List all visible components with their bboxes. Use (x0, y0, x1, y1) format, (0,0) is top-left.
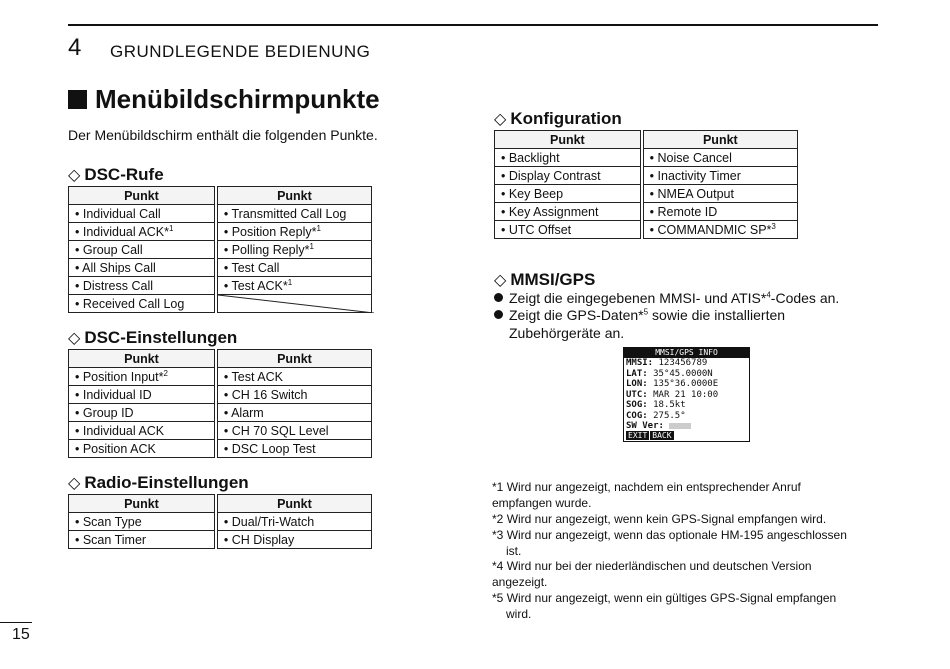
lcd-screen-illustration (623, 347, 750, 442)
column-header: Punkt (495, 131, 641, 149)
table-row (69, 295, 372, 313)
table-cell: • Position Input*$^2$ (69, 368, 215, 386)
column-header: Punkt (217, 187, 371, 205)
table-row (69, 404, 372, 422)
section-heading-dsc-einstellungen (68, 328, 237, 348)
table-row (495, 185, 798, 203)
column-header: Punkt (217, 495, 371, 513)
table-cell: • Key Beep (495, 185, 641, 203)
section-heading-dsc-rufe (68, 165, 164, 185)
table-cell: • UTC Offset (495, 221, 641, 239)
lcd-row: MMSI: 123456789 (626, 358, 708, 368)
table-cell: • Transmitted Call Log (217, 205, 371, 223)
lcd-row: SW Ver: (624, 421, 749, 432)
lcd-title: MMSI/GPS INFO (624, 348, 749, 358)
page-title-text: Menübildschirmpunkte (95, 84, 380, 114)
footnote-mark: 5 (643, 307, 649, 317)
chapter-number: 4 (68, 34, 82, 61)
section-heading-konfiguration (494, 109, 622, 129)
page-number-rule (0, 622, 32, 623)
footnote-mark: 2 (163, 368, 168, 378)
footnote-4-continued: angezeigt. (492, 575, 548, 589)
table-cell: • COMMANDMIC SP*$^3$ (643, 221, 797, 239)
bullet-dot-icon (494, 293, 503, 302)
table-cell: • Inactivity Timer (643, 167, 797, 185)
column-header: Punkt (217, 350, 371, 368)
table-row (69, 386, 372, 404)
table-cell: • CH 70 SQL Level (217, 422, 371, 440)
column-header: Punkt (69, 187, 215, 205)
diamond-icon: ◇ (494, 272, 507, 289)
table-cell: • Test ACK (217, 368, 371, 386)
soft-key-exit: EXIT (628, 431, 648, 440)
table-cell: • All Ships Call (69, 259, 215, 277)
table-cell: • Test Call (217, 259, 371, 277)
table-cell: • Display Contrast (495, 167, 641, 185)
table-cell: • Received Call Log (69, 295, 215, 313)
footnote-mark: 1 (309, 241, 314, 251)
section-heading-text: Konfiguration (510, 109, 622, 128)
table-cell: • CH Display (217, 531, 371, 549)
footnote-3: *3 Wird nur angezeigt, wenn das optionale HM-195 angeschlossen (492, 528, 847, 542)
table-cell: • Individual ACK (69, 422, 215, 440)
table-cell: • Group ID (69, 404, 215, 422)
footnote-mark: 1 (316, 223, 321, 233)
empty-cell (217, 295, 371, 313)
table-row (69, 259, 372, 277)
bullet-gps-data-continued: Zubehörgeräte an. (509, 325, 625, 341)
section-heading-text: DSC-Einstellungen (84, 328, 238, 347)
table-row (69, 513, 372, 531)
table-row (69, 205, 372, 223)
table-cell: • Individual ID (69, 386, 215, 404)
table-cell: • Group Call (69, 241, 215, 259)
table-header-row (495, 131, 798, 149)
table-cell: • NMEA Output (643, 185, 797, 203)
table-cell: • Alarm (217, 404, 371, 422)
table-row (495, 203, 798, 221)
footnote-mark: 1 (287, 277, 293, 287)
table-cell: • Scan Type (69, 513, 215, 531)
table-cell: • DSC Loop Test (217, 440, 371, 458)
diamond-icon: ◇ (68, 475, 81, 492)
table-cell: • Individual Call (69, 205, 215, 223)
lcd-row: COG: 275.5° (626, 410, 686, 421)
diagonal-line (218, 295, 374, 313)
blurred-version (669, 423, 691, 429)
bullet-mmsi-codes: Zeigt die eingegebenen MMSI- und ATIS*$^4$-Codes an. (494, 290, 839, 306)
chapter-title: GRUNDLEGENDE BEDIENUNG (110, 42, 371, 61)
square-bullet-icon (68, 90, 87, 109)
table-cell: • Backlight (495, 149, 641, 167)
table-row (495, 221, 798, 239)
table-cell: • Dual/Tri-Watch (217, 513, 371, 531)
column-header: Punkt (643, 131, 797, 149)
table-cell: • Polling Reply*$^1$ (217, 241, 371, 259)
page-number: 15 (12, 626, 30, 643)
table-cell: • Test ACK*$^1$ (217, 277, 371, 295)
lcd-row: LON: 135°36.0000E (626, 379, 719, 389)
table-cell: • CH 16 Switch (217, 386, 371, 404)
table-cell: • Remote ID (643, 203, 797, 221)
bullet-dot-icon (494, 310, 503, 319)
table-row (69, 440, 372, 458)
footnote-3-continued: ist. (506, 544, 522, 558)
section-heading-radio-einstellungen (68, 473, 249, 493)
footnote-4: *4 Wird nur bei der niederländischen und deutschen Version (492, 559, 812, 573)
footnote-mark: 4 (766, 290, 771, 300)
section-heading-mmsi-gps (494, 270, 595, 290)
table-header-row (69, 495, 372, 513)
table-cell: • Scan Timer (69, 531, 215, 549)
table-row (495, 149, 798, 167)
table-row (69, 277, 372, 295)
footnote-1: *1 Wird nur angezeigt, nachdem ein entsprechender Anruf (492, 480, 801, 494)
table-row (69, 368, 372, 386)
diamond-icon: ◇ (68, 330, 81, 347)
table-row (69, 223, 372, 241)
intro-text: Der Menübildschirm enthält die folgenden Punkte. (68, 127, 378, 143)
footnote-mark: 1 (169, 223, 174, 233)
table-cell: • Key Assignment (495, 203, 641, 221)
lcd-row: LAT: 35°45.0000N (626, 368, 713, 379)
table-cell: • Position Reply*$^1$ (217, 223, 371, 241)
column-header: Punkt (69, 495, 215, 513)
table-cell: • Noise Cancel (643, 149, 797, 167)
table-header-row (69, 350, 372, 368)
lcd-soft-keys (626, 431, 675, 440)
lcd-row: UTC: MAR 21 10:00 (626, 389, 719, 400)
section-heading-text: DSC-Rufe (84, 165, 164, 184)
lcd-row: SOG: 18.5kt (626, 400, 686, 410)
table-radio-einstellungen (68, 494, 372, 549)
footnote-5-continued: wird. (506, 607, 532, 621)
table-row (69, 531, 372, 549)
table-cell: • Individual ACK*$^1$ (69, 223, 215, 241)
table-row (495, 167, 798, 185)
table-cell: • Distress Call (69, 277, 215, 295)
table-row (69, 422, 372, 440)
table-row (69, 241, 372, 259)
footnote-2: *2 Wird nur angezeigt, wenn kein GPS-Signal empfangen wird. (492, 512, 827, 526)
table-dsc-einstellungen (68, 349, 372, 458)
bullet-gps-data: Zeigt die GPS-Daten*$^5$ sowie die installierten (494, 307, 785, 323)
footnote-5: *5 Wird nur angezeigt, wenn ein gültiges GPS-Signal empfangen (492, 591, 837, 605)
top-rule (68, 24, 878, 26)
column-header: Punkt (69, 350, 215, 368)
footnote-1-continued: empfangen wurde. (492, 496, 592, 510)
table-header-row (69, 187, 372, 205)
table-dsc-rufe (68, 186, 372, 313)
diamond-icon: ◇ (494, 111, 507, 128)
table-cell: • Position ACK (69, 440, 215, 458)
footnote-mark: 3 (771, 221, 776, 231)
page-title (68, 84, 380, 115)
table-konfiguration (494, 130, 798, 239)
diamond-icon: ◇ (68, 167, 81, 184)
section-heading-text: Radio-Einstellungen (84, 473, 249, 492)
soft-key-back: BACK (652, 431, 672, 440)
section-heading-text: MMSI/GPS (510, 270, 596, 289)
